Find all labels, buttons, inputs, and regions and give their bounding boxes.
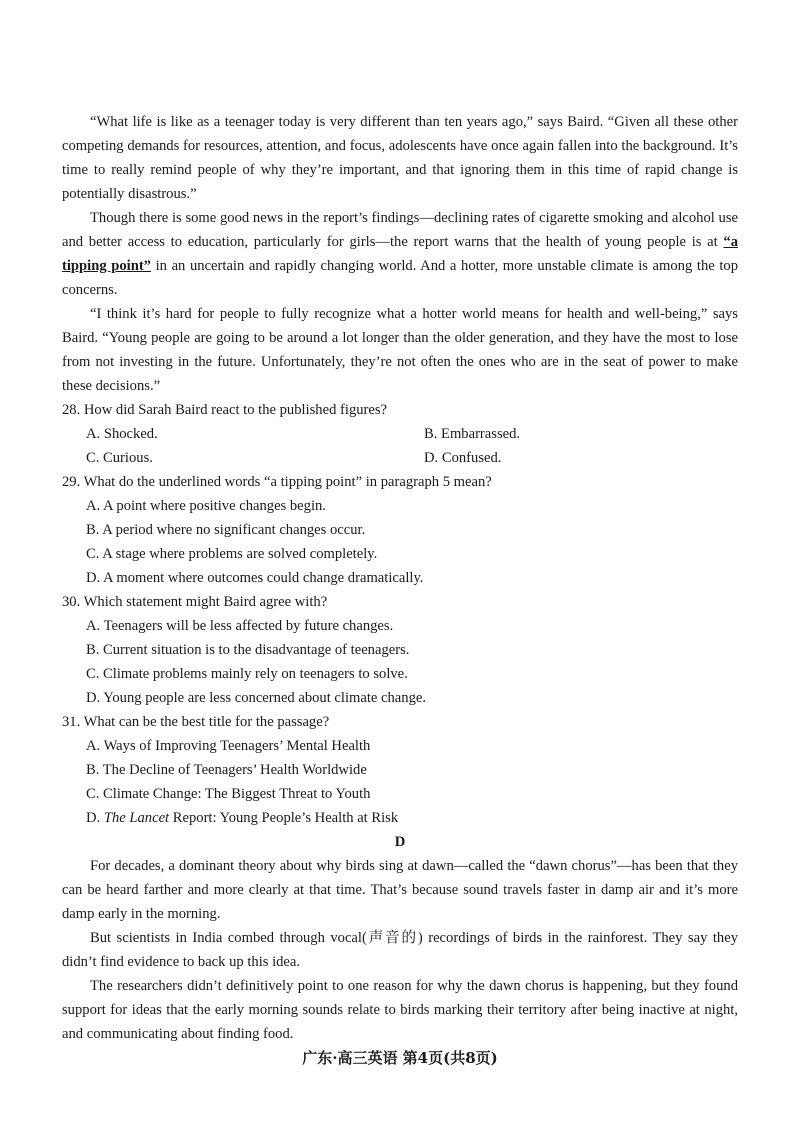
question-29-option-b: B. A period where no significant changes occur. bbox=[86, 522, 366, 538]
option-d-rest: Report: Young People’s Health at Risk bbox=[169, 810, 399, 826]
question-28-option-c: C. Curious. bbox=[86, 450, 153, 466]
question-28-stem: 28. How did Sarah Baird react to the published figures? bbox=[62, 402, 388, 418]
question-29-option-d: D. A moment where outcomes could change dramatically. bbox=[86, 570, 424, 586]
question-29-stem: 29. What do the underlined words “a tipping point” in paragraph 5 mean? bbox=[62, 474, 492, 490]
question-31-option-c: C. Climate Change: The Biggest Threat to Youth bbox=[86, 786, 371, 802]
passage-d-paragraph-1: For decades, a dominant theory about why birds sing at dawn—called the “dawn chorus”—has been that they can be heard farther and more clearly at that time. That’s because sound travels faster in damp air and it’s more damp early in the morning. bbox=[62, 858, 738, 922]
question-30-option-c: C. Climate problems mainly rely on teenagers to solve. bbox=[86, 666, 408, 682]
question-31-stem: 31. What can be the best title for the passage? bbox=[62, 714, 330, 730]
option-d-prefix: D. bbox=[86, 810, 104, 826]
passage-c-paragraph-6: “I think it’s hard for people to fully recognize what a hotter world means for health and well-being,” says Baird. “Young people are going to be around a lot longer than the older generation, and they have the most to lose from not investing in the future. Unfortunately, they’re not often the ones who are in the seat of power to make these decisions.” bbox=[62, 306, 738, 394]
page-footer: 广东·高三英语 第4页(共8页) bbox=[302, 1049, 498, 1067]
section-d-heading: D bbox=[394, 834, 406, 850]
question-28-option-a: A. Shocked. bbox=[86, 426, 158, 442]
passage-d-paragraph-2: But scientists in India combed through vocal(声音的) recordings of birds in the rainforest. They say they didn’t find evidence to back up this idea. bbox=[62, 930, 738, 970]
question-30-option-a: A. Teenagers will be less affected by future changes. bbox=[86, 618, 394, 634]
question-31-option-d bbox=[86, 806, 738, 830]
exam-page bbox=[62, 110, 738, 1046]
question-30-option-d: D. Young people are less concerned about climate change. bbox=[86, 690, 427, 706]
question-30-option-b: B. Current situation is to the disadvantage of teenagers. bbox=[86, 642, 410, 658]
passage-c-paragraph-4: “What life is like as a teenager today is very different than ten years ago,” says Baird. “Given all these other competing demands for resources, attention, and focus, adolescents have once again fallen into the background. It’s time to really remind people of why they’re important, and that ignoring them in this time of rapid change is potentially disastrous.” bbox=[62, 114, 738, 202]
question-28-options-row-2 bbox=[86, 446, 738, 470]
journal-title-italic: The Lancet bbox=[103, 810, 170, 826]
paragraph-5-text-after: in an uncertain and rapidly changing world. And a hotter, more unstable climate is among the top concerns. bbox=[62, 258, 738, 298]
question-29-option-a: A. A point where positive changes begin. bbox=[86, 498, 326, 514]
question-28-option-d: D. Confused. bbox=[424, 450, 502, 466]
paragraph-5-text-before: Though there is some good news in the report’s findings—declining rates of cigarette smoking and alcohol use and better access to education, particularly for girls—the report warns that the health of young people is at bbox=[62, 210, 738, 250]
question-28-option-b: B. Embarrassed. bbox=[424, 426, 521, 442]
question-31-option-a: A. Ways of Improving Teenagers’ Mental Health bbox=[86, 738, 371, 754]
question-31-option-b: B. The Decline of Teenagers’ Health Worldwide bbox=[86, 762, 367, 778]
question-28-options-row-1 bbox=[86, 422, 738, 446]
question-29-option-c: C. A stage where problems are solved completely. bbox=[86, 546, 378, 562]
passage-d-paragraph-3: The researchers didn’t definitively point to one reason for why the dawn chorus is happening, but they found support for ideas that the early morning sounds relate to birds marking their territory after being inactive at night, and communicating about finding food. bbox=[62, 978, 738, 1042]
tipping-point-underlined-term: “a tipping point” bbox=[62, 234, 738, 274]
passage-c-paragraph-5 bbox=[62, 206, 738, 302]
question-30-stem: 30. Which statement might Baird agree with? bbox=[62, 594, 328, 610]
